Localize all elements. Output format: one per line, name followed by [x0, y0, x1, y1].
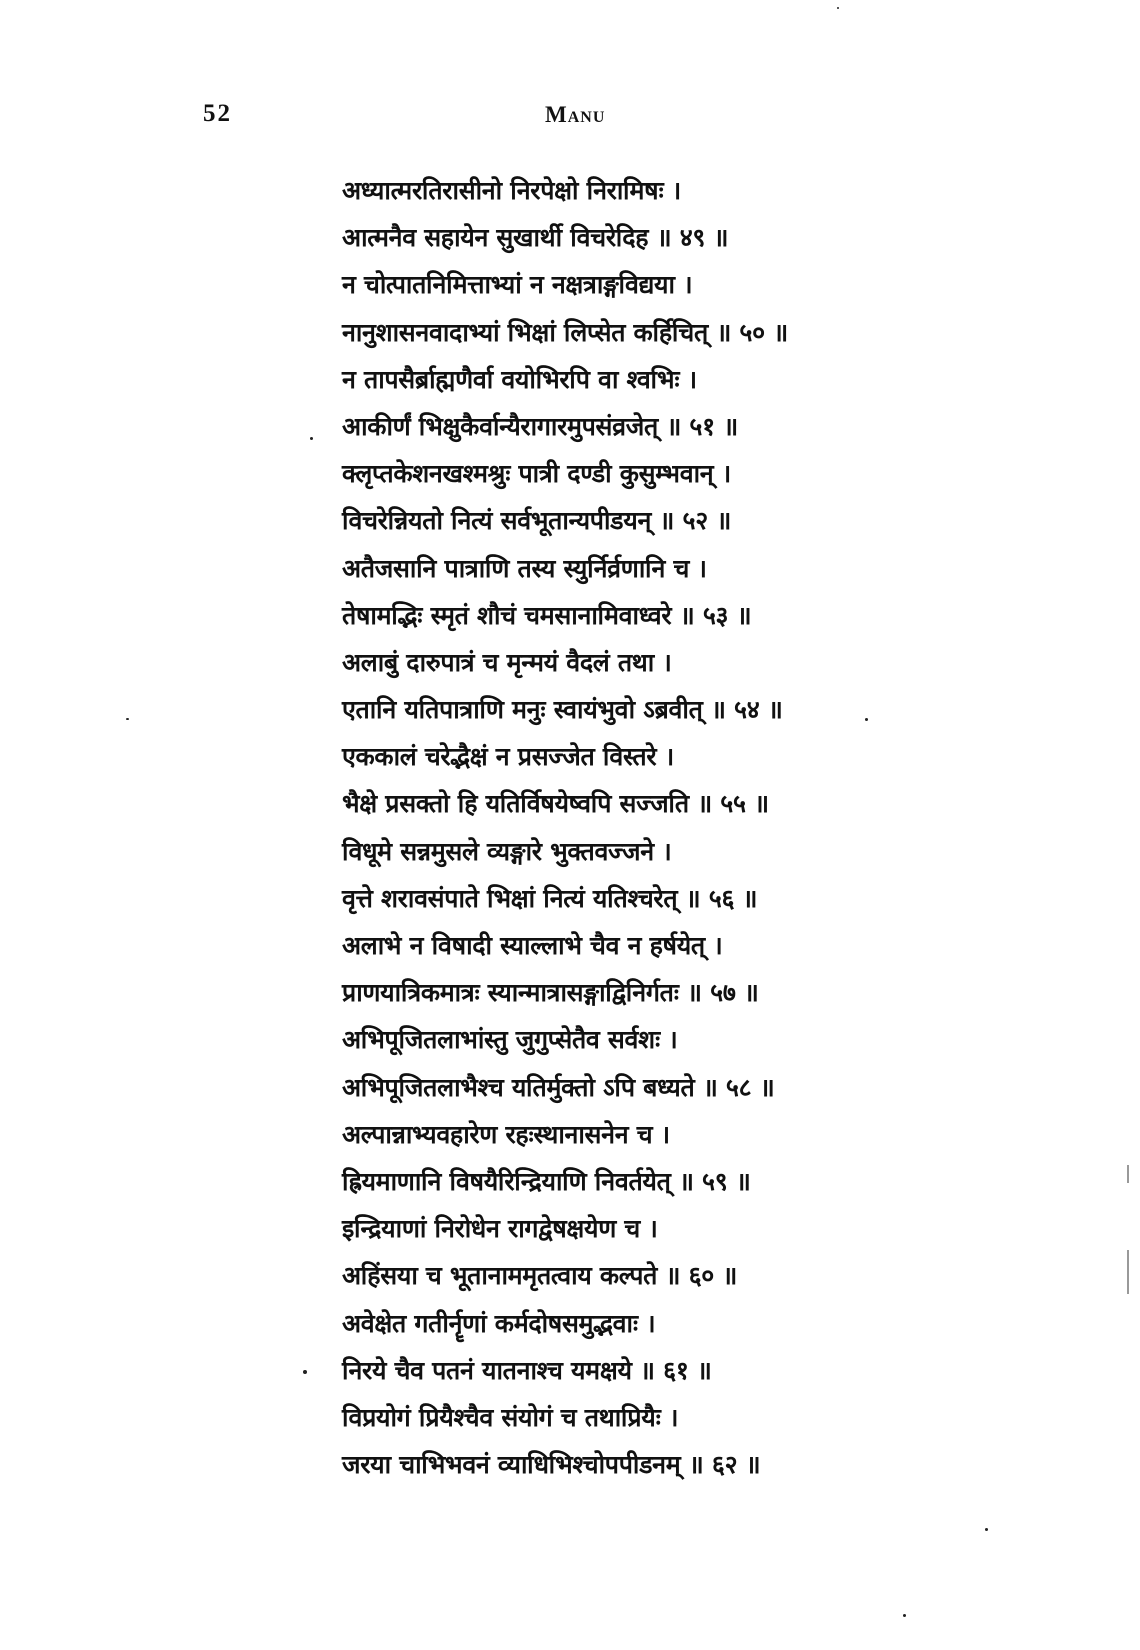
verse-line: वृत्ते शरावसंपाते भिक्षां नित्यं यतिश्चरेत् ॥ ५६ ॥ — [342, 883, 758, 913]
verse-line: भैक्षे प्रसक्तो हि यतिर्विषयेष्वपि सज्जति ॥ ५५ ॥ — [342, 789, 769, 819]
verse-text-block — [342, 167, 1082, 1488]
verse-line: न तापसैर्ब्राह्मणैर्वा वयोभिरपि वा श्वभिः । — [342, 364, 697, 394]
verse-line: अहिंसया च भूतानाममृतत्वाय कल्पते ॥ ६० ॥ — [342, 1261, 738, 1291]
verse-line: इन्द्रियाणां निरोधेन रागद्वेषक्षयेण च । — [342, 1214, 658, 1244]
scan-speck — [126, 718, 129, 720]
scan-speck — [303, 1370, 307, 1374]
verse-line: अभिपूजितलाभैश्च यतिर्मुक्तो ऽपि बध्यते ॥ ५८ ॥ — [342, 1072, 775, 1102]
verse-line: निरये चैव पतनं यातनाश्च यमक्षये ॥ ६१ ॥ — [342, 1355, 712, 1385]
scan-speck — [903, 1614, 906, 1617]
verse-line: न चोत्पातनिमित्ताभ्यां न नक्षत्राङ्गविद्यया । — [342, 270, 693, 300]
verse-line: अलाबुं दारुपात्रं च मृन्मयं वैदलं तथा । — [342, 647, 672, 677]
verse-line: अभिपूजितलाभांस्तु जुगुप्सेतैव सर्वशः । — [342, 1025, 678, 1055]
scan-edge-mark — [1127, 1250, 1129, 1294]
verse-line: एतानि यतिपात्राणि मनुः स्वायंभुवो ऽब्रवीत् ॥ ५४ ॥ — [342, 695, 783, 725]
verse-line: विधूमे सन्नमुसले व्यङ्गारे भुक्तवज्जने । — [342, 836, 672, 866]
verse-line: अतैजसानि पात्राणि तस्य स्युर्निर्व्रणानि च । — [342, 553, 707, 583]
verse-line: आत्मनैव सहायेन सुखार्थी विचरेदिह ॥ ४९ ॥ — [342, 223, 729, 253]
verse-line: क्लृप्तकेशनखश्मश्रुः पात्री दण्डी कुसुम्भवान् । — [342, 459, 731, 489]
verse-line: जरया चाभिभवनं व्याधिभिश्चोपपीडनम् ॥ ६२ ॥ — [342, 1450, 761, 1480]
verse-line: ह्रियमाणानि विषयैरिन्द्रियाणि निवर्तयेत् ॥ ५९ ॥ — [342, 1166, 751, 1196]
scan-speck — [310, 437, 313, 440]
verse-line: अल्पान्नाभ्यवहारेण रहःस्थानासनेन च । — [342, 1119, 670, 1149]
verse-line: अलाभे न विषादी स्याल्लाभे चैव न हर्षयेत् । — [342, 931, 723, 960]
verse-line: विचरेन्नियतो नित्यं सर्वभूतान्यपीडयन् ॥ ५२ ॥ — [342, 506, 731, 536]
verse-line: अवेक्षेत गतीर्नॄणां कर्मदोषसमुद्भवाः । — [342, 1308, 656, 1338]
scan-edge-mark — [1127, 1165, 1129, 1183]
running-head: Manu — [545, 102, 606, 127]
verse-line: नानुशासनवादाभ्यां भिक्षां लिप्सेत कर्हिचित् ॥ ५० ॥ — [342, 317, 788, 347]
verse-line: अध्यात्मरतिरासीनो निरपेक्षो निरामिषः । — [342, 176, 681, 205]
verse-line: तेषामद्भिः स्मृतं शौचं चमसानामिवाध्वरे ॥ ५३ ॥ — [342, 600, 752, 630]
scan-speck — [837, 7, 839, 9]
page-number: 52 — [203, 100, 232, 127]
scan-speck — [865, 718, 868, 721]
scan-speck — [985, 1528, 988, 1531]
verse-line: विप्रयोगं प्रियैश्चैव संयोगं च तथाप्रियैः । — [342, 1402, 679, 1432]
verse-line: एककालं चरेद्भैक्षं न प्रसज्जेत विस्तरे । — [342, 742, 674, 772]
verse-line: आकीर्णं भिक्षुकैर्वान्यैरागारमुपसंव्रजेत् ॥ ५१ ॥ — [342, 411, 738, 441]
verse-line: प्राणयात्रिकमात्रः स्यान्मात्रासङ्गाद्विनिर्गतः ॥ ५७ ॥ — [342, 978, 759, 1008]
